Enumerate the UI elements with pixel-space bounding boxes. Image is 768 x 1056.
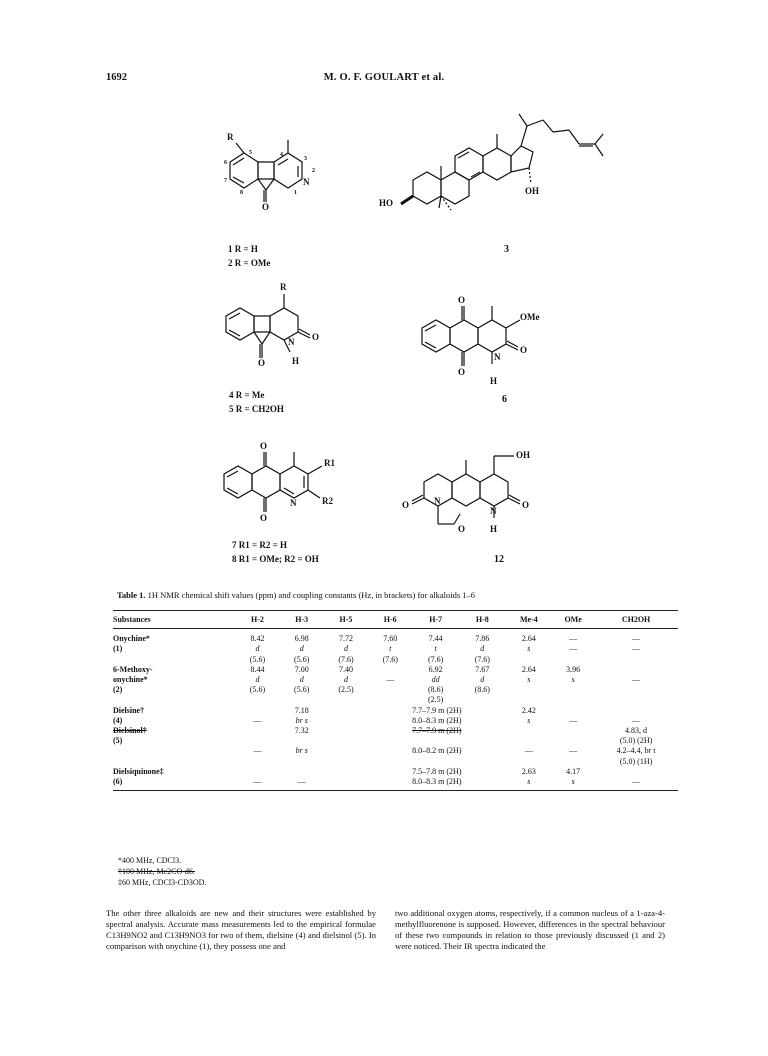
table-cell: 8.0–8.3 m (2H) — [412, 715, 462, 725]
column-header: CH2OH — [594, 611, 678, 629]
s1-locant-4: 4 — [280, 152, 283, 158]
table-cell — [506, 736, 553, 746]
s4-o-label-2: O — [258, 358, 266, 368]
structure-3-drawing — [393, 100, 613, 225]
s6-n-label: N — [494, 352, 501, 362]
nmr-table — [113, 610, 678, 791]
table-cell: 6.98 — [294, 634, 309, 644]
table-cell: (4) — [113, 715, 123, 725]
table-cell — [594, 665, 678, 675]
table-cell: — — [569, 644, 578, 654]
table-cell — [594, 767, 678, 777]
table-cell: — — [632, 634, 641, 644]
table-cell: d — [255, 675, 260, 685]
table-cell: — — [280, 777, 324, 791]
structure-4-5 — [210, 276, 360, 376]
s1-o-label: O — [262, 202, 270, 212]
table-cell: 7.32 — [294, 726, 309, 736]
column-header: H-2 — [235, 611, 279, 629]
table-cell — [235, 757, 279, 767]
table-cell: — — [569, 746, 578, 756]
table-row — [113, 706, 678, 716]
s1-locant-5: 5 — [249, 150, 252, 156]
s6-o-label-2: O — [458, 367, 466, 377]
table-caption-prefix: Table 1. — [117, 590, 146, 600]
table-cell: — — [632, 644, 641, 654]
table-cell: s — [552, 777, 594, 791]
table-cell — [552, 736, 594, 746]
table-cell: (5.6) — [249, 685, 266, 695]
table-cell — [552, 706, 594, 716]
table-row — [113, 767, 678, 777]
table-row — [113, 675, 678, 685]
s1-locant-1: 1 — [294, 190, 297, 196]
table-cell: onychine* — [113, 675, 148, 685]
table-caption — [117, 590, 677, 600]
table-cell: 8.42 — [250, 634, 265, 644]
structure-7-8-drawing — [212, 436, 372, 536]
table-cell: Onychine* — [113, 634, 150, 644]
s12-n-label-1: N — [434, 496, 441, 506]
table-cell: 7.5–7.8 m (2H) — [412, 766, 462, 776]
table-cell: (7.6) — [428, 654, 444, 664]
s7-r1-label: R1 — [324, 458, 335, 468]
s4-label-1: 4 R = Me — [229, 390, 265, 400]
table-cell: d — [299, 675, 304, 685]
table-cell: (2.5) — [338, 685, 354, 695]
s1-locant-2: 2 — [312, 168, 315, 174]
s12-o-label-1: O — [402, 500, 410, 510]
s6-o-label-1: O — [458, 295, 466, 305]
table-row — [113, 746, 678, 756]
table-cell: s — [527, 644, 531, 654]
table-cell — [113, 655, 235, 665]
table-row — [113, 634, 678, 644]
s4-o-label-1: O — [312, 332, 320, 342]
table-row — [113, 777, 678, 791]
s7-n-label: N — [290, 498, 297, 508]
table-cell — [113, 757, 235, 767]
table-cell: 4.2–4.4, br t — [616, 746, 656, 756]
table-cell — [280, 767, 324, 777]
table-cell — [506, 655, 553, 665]
table-cell: 7.72 — [338, 634, 353, 644]
table-cell — [506, 685, 553, 695]
s1-label-1: 1 R = H — [228, 244, 258, 254]
column-header: Substances — [113, 611, 235, 629]
table-cell — [324, 767, 368, 777]
s1-locant-7: 7 — [224, 178, 227, 184]
table-cell — [324, 736, 368, 746]
nmr-table-header-row — [113, 611, 678, 629]
table-row — [113, 695, 678, 705]
table-row — [113, 685, 678, 695]
table-cell — [235, 695, 279, 705]
s7-o-label-1: O — [260, 441, 268, 451]
table-cell: — — [569, 634, 578, 644]
table-cell — [113, 695, 235, 705]
table-cell: 7.7–7.9 m (2H) — [412, 726, 462, 736]
table-row — [113, 644, 678, 654]
table-cell: d — [299, 644, 304, 654]
table-cell — [324, 706, 368, 716]
table-cell — [324, 695, 368, 705]
table-row — [113, 736, 678, 746]
table-cell — [506, 757, 553, 767]
table-cell: 8.0–8.2 m (2H) — [412, 746, 462, 756]
structure-6-drawing — [410, 290, 570, 390]
table-cell: (8.6) — [474, 685, 490, 695]
s4-r-label: R — [280, 282, 287, 292]
table-row — [113, 757, 678, 767]
table-cell — [280, 757, 324, 767]
s7-r2-label: R2 — [322, 496, 333, 506]
table-cell — [552, 726, 594, 736]
table-cell — [594, 685, 678, 695]
table-cell — [506, 695, 553, 705]
table-cell: (2.5) — [428, 695, 444, 705]
footnote: ‡60 MHz, CDCl3-CD3OD. — [118, 878, 207, 887]
s4-h-label: H — [292, 356, 300, 366]
table-cell — [552, 685, 594, 695]
table-cell: (5.6) — [294, 654, 310, 664]
s7-label-2: 8 R1 = OMe; R2 = OH — [232, 554, 319, 564]
page-number: 1692 — [106, 72, 127, 83]
table-cell: — — [253, 715, 262, 725]
table-cell: br s — [295, 715, 308, 725]
table-cell: 7.67 — [475, 664, 490, 674]
column-header: Me-4 — [506, 611, 553, 629]
table-cell: (1) — [113, 644, 123, 654]
table-cell — [368, 665, 412, 675]
structure-7-8 — [212, 436, 372, 536]
table-cell — [459, 695, 506, 705]
table-cell: (2) — [113, 685, 123, 695]
structure-12-drawing — [390, 444, 570, 544]
s1-locant-8: 8 — [240, 190, 243, 196]
table-cell — [368, 685, 412, 695]
table-cell: (5.0) (1H) — [619, 756, 653, 766]
s12-h-label: H — [490, 524, 498, 534]
s6-h-label: H — [490, 376, 498, 386]
table-cell — [235, 736, 279, 746]
table-cell: — — [386, 675, 395, 685]
structure-12 — [390, 444, 570, 544]
table-cell: d — [343, 644, 348, 654]
table-cell — [368, 736, 505, 746]
table-cell — [324, 746, 368, 756]
s1-locant-6: 6 — [224, 160, 227, 166]
table-footnotes — [118, 855, 206, 888]
s12-n-label-2: N — [490, 506, 497, 516]
table-cell: d — [480, 644, 485, 654]
table-cell: 3.96 — [566, 664, 581, 674]
table-cell: — — [632, 715, 641, 725]
table-cell — [594, 655, 678, 665]
table-cell — [235, 706, 279, 716]
table-row — [113, 665, 678, 675]
table-cell: d — [480, 675, 485, 685]
structure-3 — [379, 100, 613, 225]
column-header: OMe — [552, 611, 594, 629]
table-cell: d — [343, 675, 348, 685]
s1-label-2: 2 R = OMe — [228, 258, 271, 268]
s4-n-label: N — [288, 337, 295, 347]
table-cell — [506, 726, 553, 736]
table-cell — [324, 726, 368, 736]
table-cell — [235, 767, 279, 777]
table-cell: t — [389, 644, 392, 654]
body-text-left-column: The other three alkaloids are new and their structures were established by spectral analysis. Accurate mass measurements led to the empirical formulae C13H9NO2 and C13H9NO3 for two of them, dielsine (4) and dielsinol (5). In comparison with onychine (1), they possess one and — [106, 908, 376, 951]
table-cell: (5.6) — [294, 685, 310, 695]
table-cell: (8.6) — [428, 685, 444, 695]
table-cell: dd — [431, 675, 440, 685]
table-cell: 7.18 — [294, 705, 309, 715]
table-cell: 8.44 — [250, 664, 265, 674]
table-cell: — — [253, 746, 262, 756]
table-cell — [324, 716, 368, 726]
table-cell — [594, 695, 678, 705]
s12-oh-label: OH — [516, 450, 531, 460]
running-title: M. O. F. GOULART et al. — [323, 72, 445, 83]
table-cell: — — [524, 746, 533, 756]
structure-1-2 — [200, 128, 330, 223]
s6-o-label-3: O — [520, 345, 528, 355]
table-cell: — — [569, 715, 578, 725]
table-row — [113, 655, 678, 665]
table-cell: s — [571, 675, 575, 685]
s1-n-label: N — [303, 177, 310, 187]
table-cell: Dielsinol† — [113, 726, 147, 736]
s1-locant-3: 3 — [304, 156, 307, 162]
footnote: *400 MHz, CDCl3. — [118, 856, 182, 865]
s3-number: 3 — [504, 244, 509, 255]
table-cell: s — [527, 715, 531, 725]
s1-r-label: R — [227, 132, 234, 142]
table-cell: br s — [295, 746, 308, 756]
s7-o-label-2: O — [260, 513, 268, 523]
table-cell: 7.86 — [475, 634, 490, 644]
table-cell: 2.63 — [521, 766, 536, 776]
s12-number: 12 — [494, 554, 504, 565]
table-cell: t — [434, 644, 437, 654]
table-cell — [324, 777, 368, 791]
table-cell: s — [527, 675, 531, 685]
table-cell: 7.40 — [338, 664, 353, 674]
table-cell: — — [235, 777, 279, 791]
table-cell: s — [506, 777, 553, 791]
table-cell — [552, 695, 594, 705]
table-cell: 7.44 — [428, 634, 443, 644]
table-cell: 4.83, d — [625, 726, 648, 736]
s3-ho-label: HO — [379, 198, 394, 208]
column-header: H-5 — [324, 611, 368, 629]
table-cell: 2.64 — [521, 664, 536, 674]
column-header: H-8 — [459, 611, 506, 629]
table-cell — [552, 655, 594, 665]
s7-label-1: 7 R1 = R2 = H — [232, 540, 288, 550]
table-cell: 4.17 — [566, 766, 581, 776]
s6-number: 6 — [502, 394, 507, 405]
table-cell — [368, 695, 412, 705]
table-cell: (5.6) — [249, 654, 266, 664]
table-cell — [324, 757, 368, 767]
table-cell: (5) — [113, 736, 123, 746]
table-cell: 6-Methoxy- — [113, 664, 153, 674]
table-cell: 6.92 — [428, 664, 443, 674]
table-caption-text: 1H NMR chemical shift values (ppm) and coupling constants (Hz, in brackets) for alkaloids 1–6 — [147, 590, 476, 600]
table-cell — [552, 757, 594, 767]
table-row — [113, 726, 678, 736]
table-cell: (6) — [113, 777, 235, 791]
table-cell — [594, 706, 678, 716]
table-cell — [113, 746, 235, 756]
s12-o-label-2: O — [458, 524, 466, 534]
column-header: H-6 — [368, 611, 412, 629]
table-cell: 7.00 — [294, 664, 309, 674]
table-cell — [368, 757, 505, 767]
s4-label-2: 5 R = CH2OH — [229, 404, 284, 414]
table-row — [113, 716, 678, 726]
s3-oh-label: OH — [525, 186, 540, 196]
table-cell: Dielsiquinone‡ — [113, 766, 164, 776]
column-header: H-3 — [280, 611, 324, 629]
s12-o-label-3: O — [522, 500, 530, 510]
table-cell: 2.64 — [521, 634, 536, 644]
column-header: H-7 — [412, 611, 459, 629]
table-cell: (7.6) — [338, 654, 354, 664]
table-cell: (7.6) — [474, 654, 490, 664]
table-cell: — — [594, 777, 678, 791]
table-cell: (5.0) (2H) — [619, 736, 653, 746]
table-cell: d — [255, 644, 260, 654]
table-cell — [235, 726, 279, 736]
table-cell: — — [632, 675, 641, 685]
table-cell: 7.60 — [383, 634, 398, 644]
table-cell: (7.6) — [382, 654, 398, 664]
table-cell: 7.7–7.9 m (2H) — [412, 705, 462, 715]
structure-6 — [410, 290, 570, 390]
footnote: †100 MHz, Me2CO-d6. — [118, 867, 195, 876]
s6-ome-label: OMe — [520, 312, 540, 322]
table-cell — [280, 695, 324, 705]
table-cell: 8.0–8.3 m (2H) — [368, 777, 505, 791]
table-cell: 2.42 — [521, 705, 536, 715]
table-cell: Dielsine† — [113, 705, 145, 715]
table-cell — [280, 736, 324, 746]
body-text-right-column: two additional oxygen atoms, respectively, if a common nucleus of a 1-aza-4-methylfluorenone is supposed. However, differences in the spectral behaviour of these two compounds in relation to those previously discussed (1 and 2) were noticed. Their IR spectra indicated the — [395, 908, 665, 951]
